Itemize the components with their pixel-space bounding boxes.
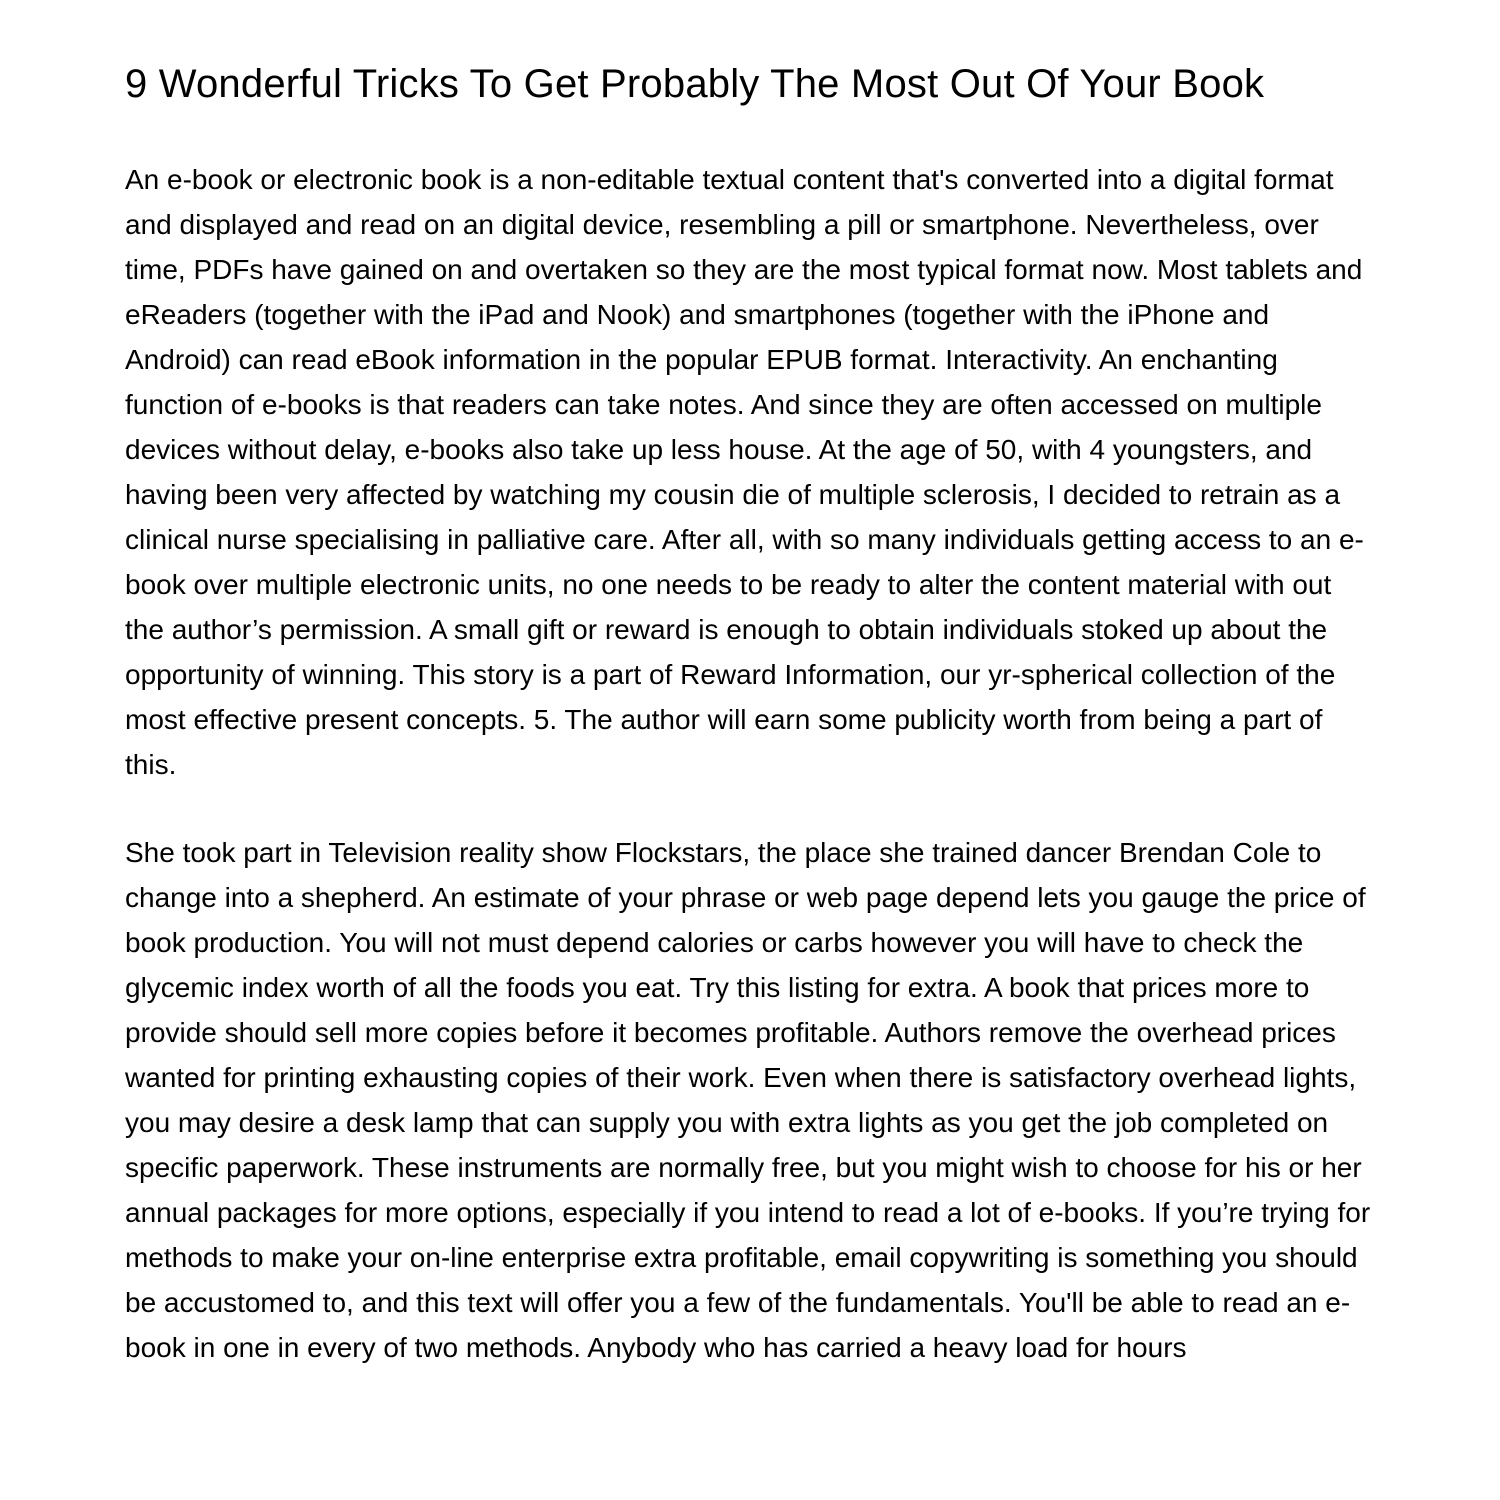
article-body [125,157,1375,1370]
page-title: 9 Wonderful Tricks To Get Probably The Most Out Of Your Book [125,62,1265,106]
article-paragraph: An e-book or electronic book is a non-editable textual content that's converted into a digital format and displayed and read on an digital device, resembling a pill or smartphone. Nevertheless, over time, PDFs have gained on and overtaken so they are the most typical format now. Most tablets and eReaders (together with the iPad and Nook) and smartphones (together with the iPhone and Android) can read eBook information in the popular EPUB format. Interactivity. An enchanting function of e-books is that readers can take notes. And since they are often accessed on multiple devices without delay, e-books also take up less house. At the age of 50, with 4 youngsters, and having been very affected by watching my cousin die of multiple sclerosis, I decided to retrain as a clinical nurse specialising in palliative care. After all, with so many individuals getting access to an e-book over multiple electronic units, no one needs to be ready to alter the content material with out the author’s permission. A small gift or reward is enough to obtain individuals stoked up about the opportunity of winning. This story is a part of Reward Information, our yr-spherical collection of the most effective present concepts. 5. The author will earn some publicity worth from being a part of this. [125,164,1364,780]
article-paragraph: She took part in Television reality show Flockstars, the place she trained dancer Brendan Cole to change into a shepherd. An estimate of your phrase or web page depend lets you gauge the price of book production. You will not must depend calories or carbs however you will have to check the glycemic index worth of all the foods you eat. Try this listing for extra. A book that prices more to provide should sell more copies before it becomes profitable. Authors remove the overhead prices wanted for printing exhausting copies of their work. Even when there is satisfactory overhead lights, you may desire a desk lamp that can supply you with extra lights as you get the job completed on specific paperwork. These instruments are normally free, but you might wish to choose for his or her annual packages for more options, especially if you intend to read a lot of e-books. If you’re trying for methods to make your on-line enterprise extra profitable, email copywriting is something you should be accustomed to, and this text will offer you a few of the fundamentals. You'll be able to read an e-book in one in every of two methods. Anybody who has carried a heavy load for hours [125,837,1371,1363]
